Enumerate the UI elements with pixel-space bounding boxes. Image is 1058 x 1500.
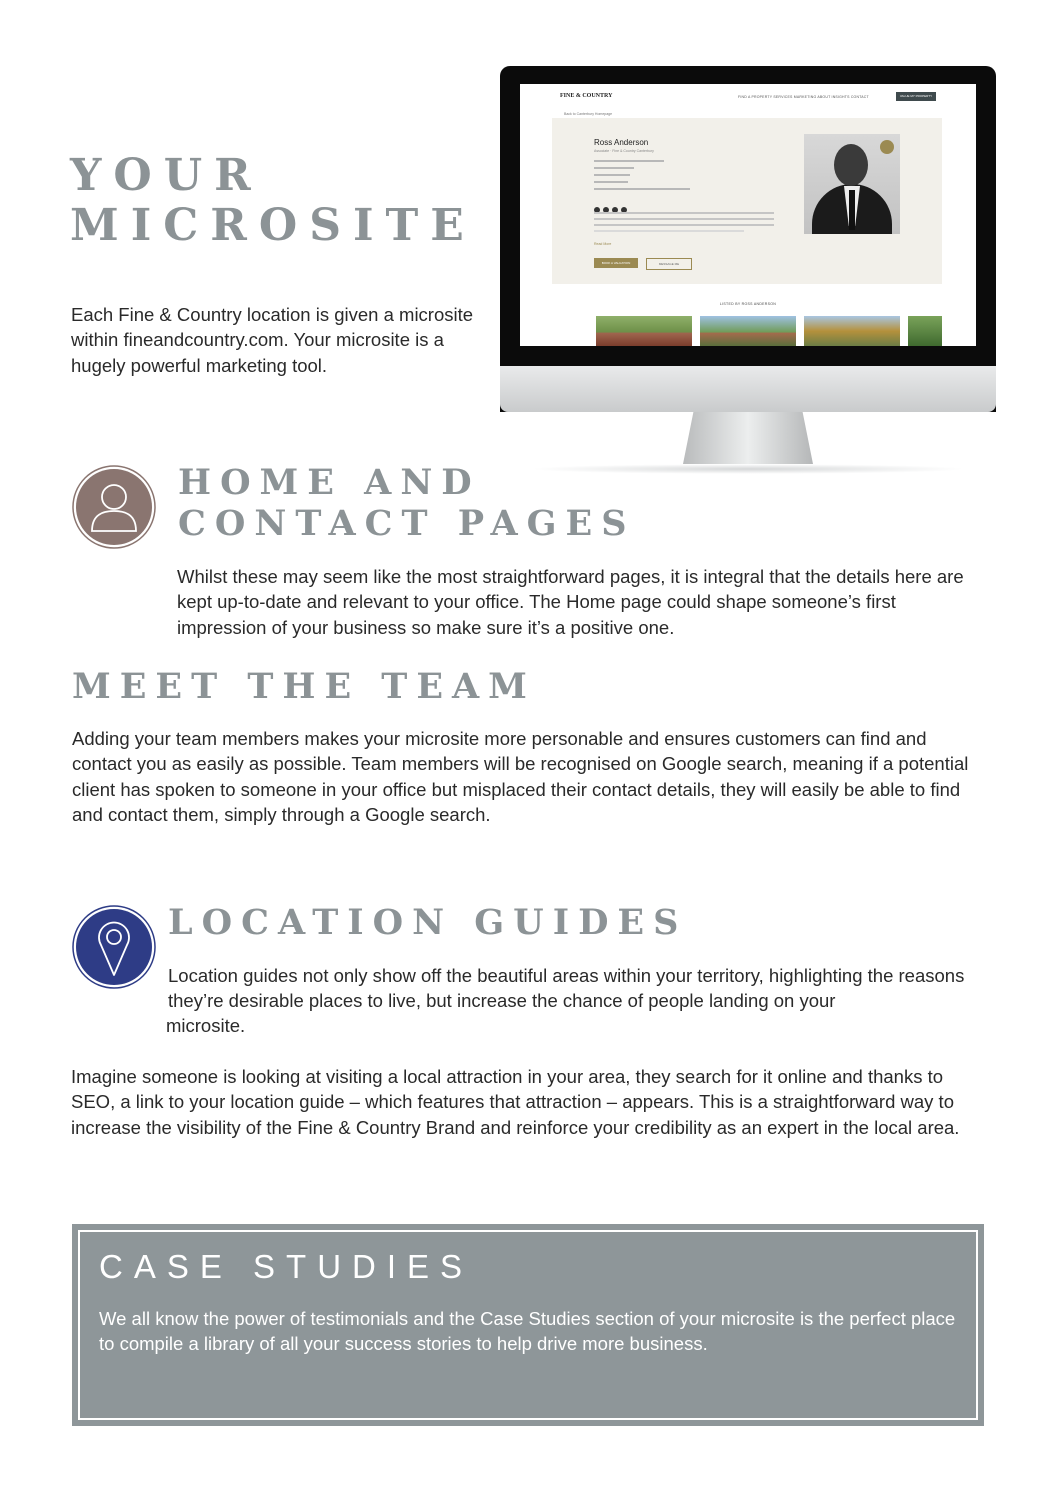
- website-social-icons: [594, 200, 630, 218]
- team-paragraph: Adding your team members makes your microsite more personable and ensures customers can find and contact you as easily as possible. Team members will be recognised on Google search, meaning if a potential client has spoken to someone in your office but misplaced their contact details, they will easily be able to find and contact them, simply through a Google search.: [72, 728, 969, 825]
- property-thumbnail: [596, 316, 692, 346]
- website-logo: FINE & COUNTRY: [560, 93, 613, 99]
- website-agent-role: Associate · Fine & Country Canterbury: [594, 149, 654, 153]
- website-bio-line: [594, 224, 774, 226]
- website-screenshot: [520, 84, 976, 346]
- page-title-line1: YOUR: [70, 150, 263, 201]
- location-heading: LOCATION GUIDES: [168, 902, 688, 943]
- page-title-line2: MICROSITE: [70, 200, 476, 251]
- website-detail-line: [594, 174, 630, 176]
- monitor-stand: [683, 412, 813, 464]
- monitor-shadow: [530, 464, 966, 474]
- location-paragraph-2: Imagine someone is looking at visiting a local attraction in your area, they search for it online and thanks to SEO, a link to your location guide – which features that attraction – appears. This is a straightforward way to increase the visibility of the Fine & Country Brand and reinforce your credibility as an expert in the local area.: [71, 1066, 960, 1138]
- location-paragraph: Location guides not only show off the beautiful areas within your territory, highlighting the reasons they’re desirable places to live, but increase the chance of people landing on your: [168, 965, 965, 1012]
- website-detail-line: [594, 160, 664, 162]
- website-detail-line: [594, 188, 690, 190]
- website-detail-line: [594, 167, 634, 169]
- website-listed-by: LISTED BY ROSS ANDERSON: [719, 302, 777, 306]
- website-nav-button: VALUE MY PROPERTY: [896, 92, 936, 101]
- monitor-chin: [500, 366, 996, 412]
- website-profile-card: [552, 118, 942, 284]
- website-back-link: Back to Canterbury Homepage: [564, 112, 613, 116]
- case-studies-heading: CASE STUDIES: [99, 1248, 474, 1285]
- case-studies-paragraph: We all know the power of testimonials and the Case Studies section of your microsite is the perfect place to compile a library of all your success stories to help drive more business.: [99, 1308, 956, 1354]
- property-thumbnail: [700, 316, 796, 346]
- location-paragraph-end: microsite.: [166, 1015, 246, 1036]
- home-paragraph: Whilst these may seem like the most straightforward pages, it is integral that the details here are kept up-to-date and relevant to your office. The Home page could shape someone’s first impression of your business so make sure it’s a positive one.: [177, 566, 964, 638]
- property-thumbnail: [908, 316, 942, 346]
- home-heading-line2: CONTACT PAGES: [178, 503, 636, 544]
- website-agent-name: Ross Anderson: [594, 138, 649, 147]
- team-heading: MEET THE TEAM: [72, 666, 536, 707]
- website-nav: [560, 90, 960, 106]
- play-icon: [880, 140, 894, 154]
- website-bio-line: [594, 212, 774, 214]
- home-heading-line1: HOME AND: [178, 462, 481, 503]
- website-bio-line: [594, 230, 744, 232]
- map-pin-icon: [72, 905, 156, 989]
- website-primary-button: BOOK A VALUATION: [594, 258, 638, 268]
- website-secondary-button: MESSAGE ME: [646, 258, 692, 270]
- website-read-more: Read More: [594, 242, 612, 246]
- website-nav-links: FIND A PROPERTY SERVICES MARKETING ABOUT INSIGHTS CONTACT: [738, 95, 869, 99]
- monitor-mockup: [500, 66, 996, 476]
- intro-paragraph: Each Fine & Country location is given a microsite within fineandcountry.com. Your microsite is a hugely powerful marketing tool.: [71, 304, 474, 376]
- person-icon: [72, 465, 156, 549]
- property-thumbnail: [804, 316, 900, 346]
- case-studies-panel: [72, 1224, 984, 1426]
- website-bio-line: [594, 218, 774, 220]
- website-detail-line: [594, 181, 628, 183]
